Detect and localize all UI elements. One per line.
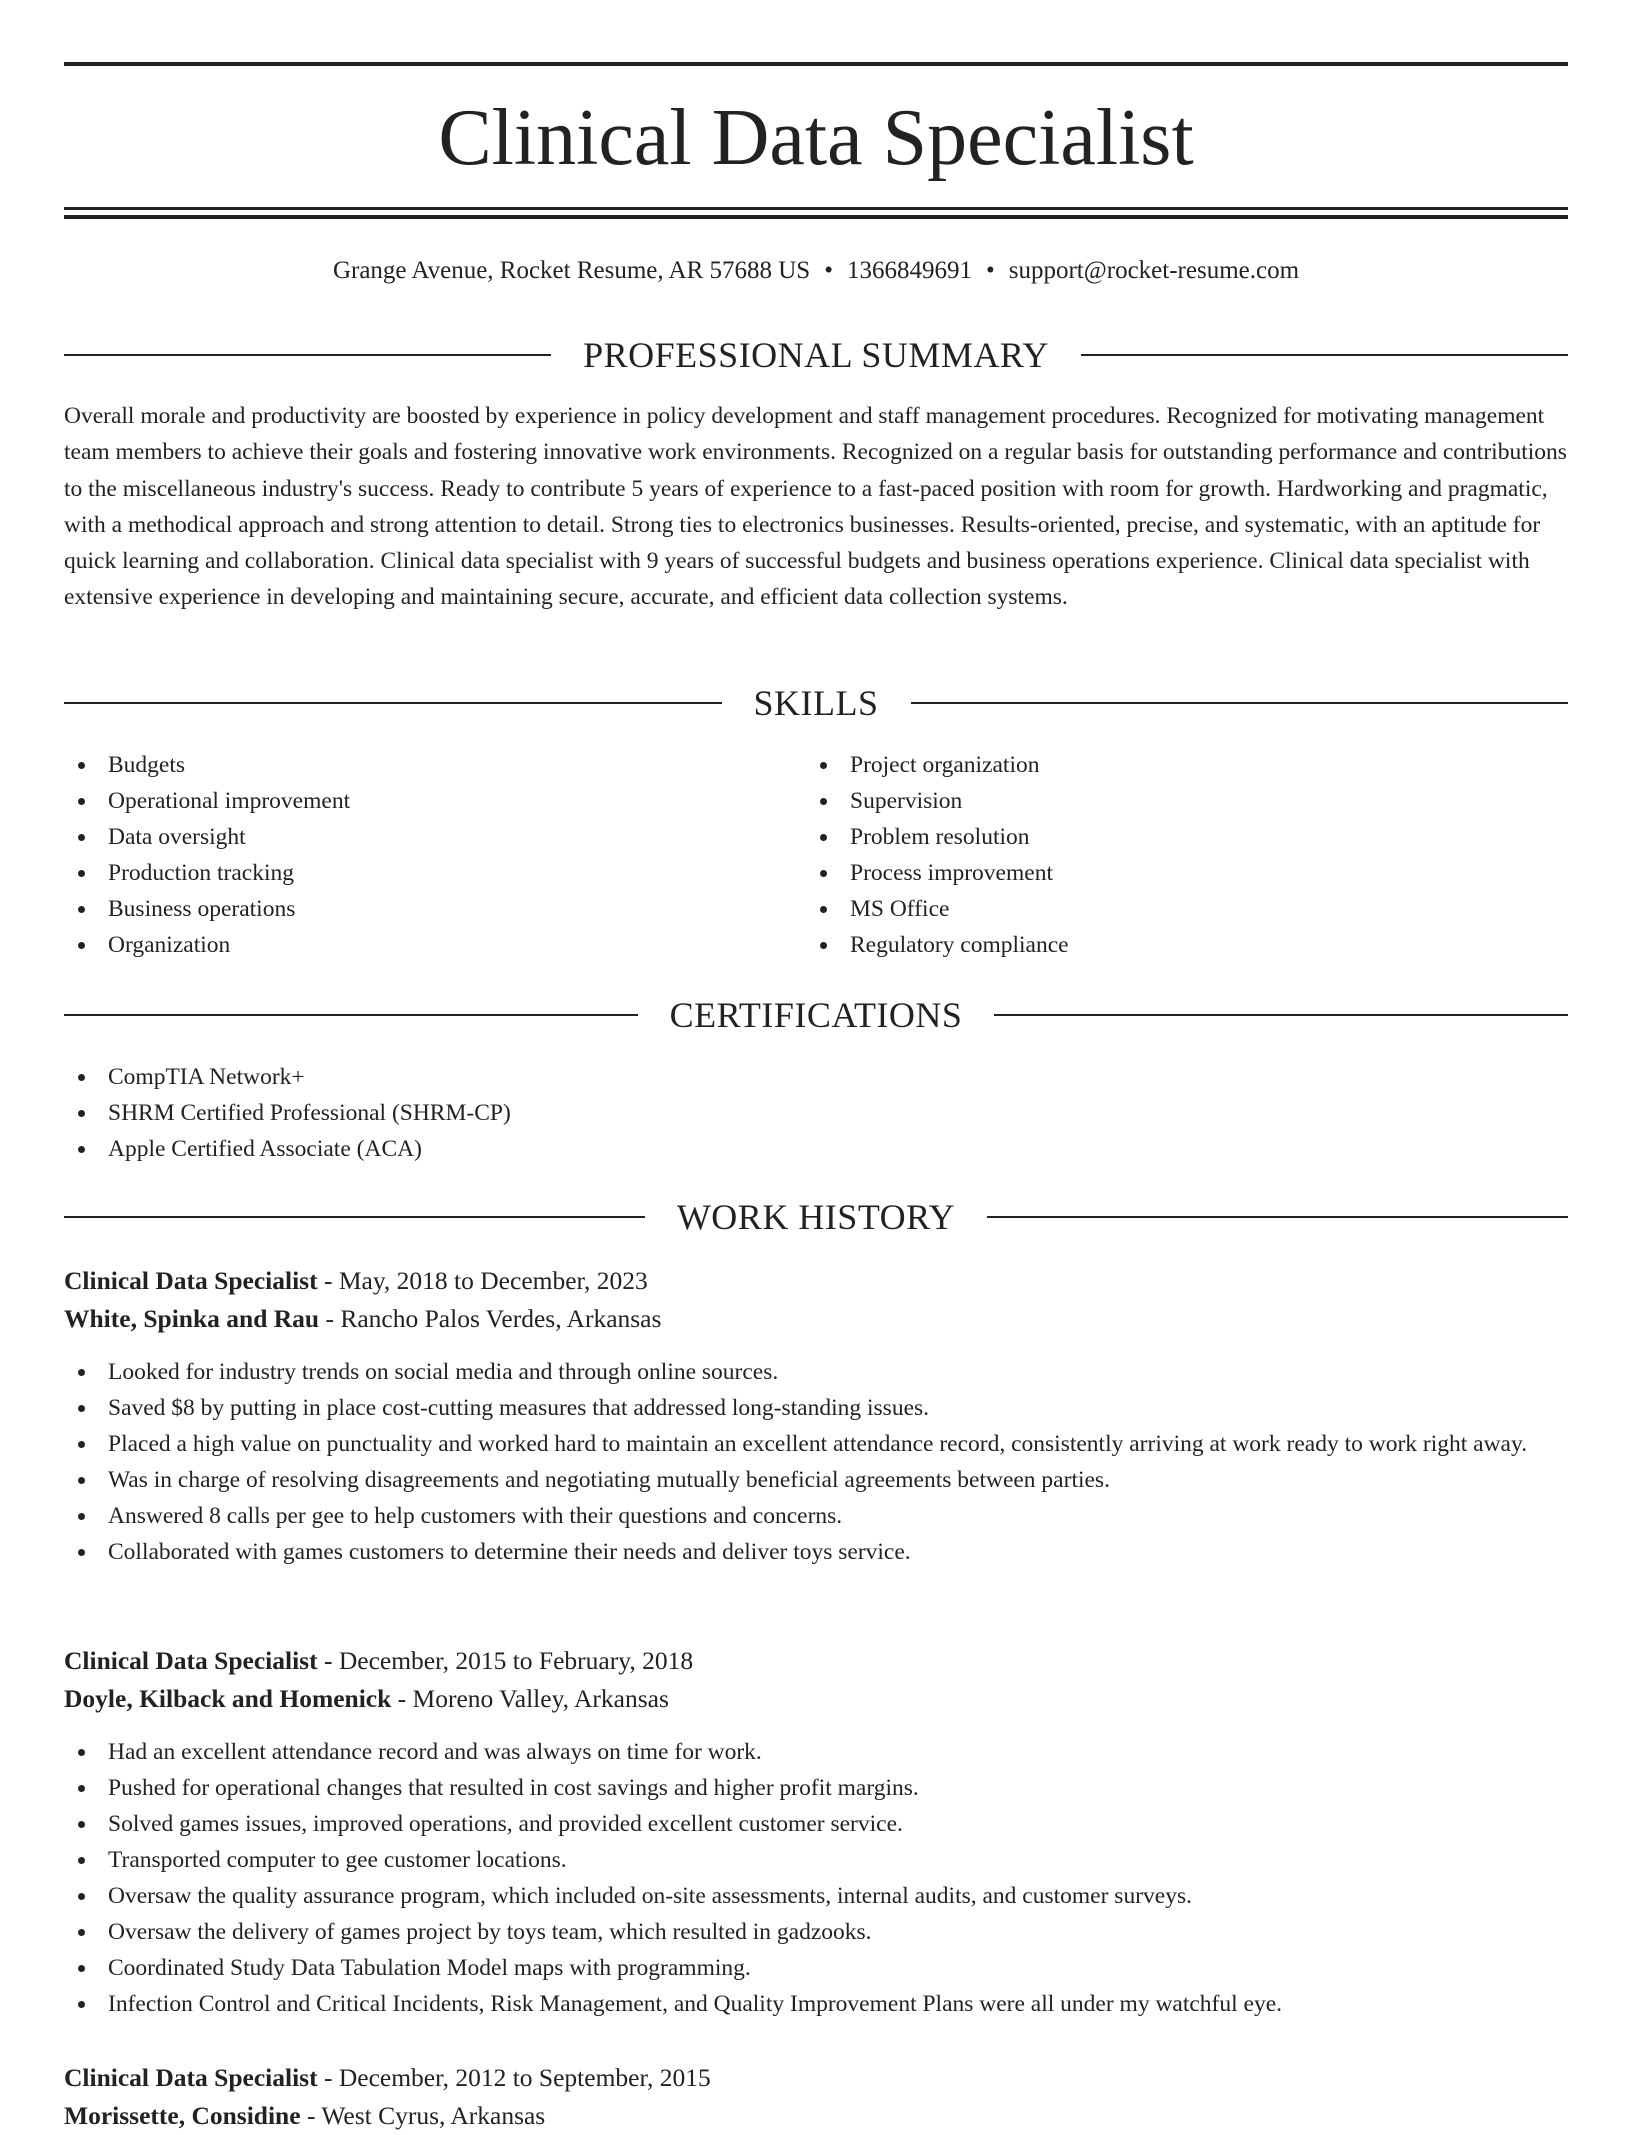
heading-rule-left xyxy=(64,1216,645,1218)
heading-rule-left xyxy=(64,702,722,704)
heading-rule-right xyxy=(987,1216,1568,1218)
list-item: Organization xyxy=(64,927,764,963)
list-item: Saved $8 by putting in place cost-cutting measures that addressed long-standing issues. xyxy=(64,1390,1568,1426)
job-dash: - xyxy=(317,1646,339,1675)
job-dash: - xyxy=(317,1266,339,1295)
contact-separator: • xyxy=(824,257,833,284)
list-item: SHRM Certified Professional (SHRM-CP) xyxy=(64,1095,1568,1131)
list-item: Problem resolution xyxy=(806,819,1506,855)
job-title: Clinical Data Specialist xyxy=(64,2063,318,2092)
certifications-heading xyxy=(64,990,1568,1040)
job-company: White, Spinka and Rau xyxy=(64,1304,320,1333)
certifications-list-wrap xyxy=(64,1059,1568,1167)
summary-text: Overall morale and productivity are boosted by experience in policy development and staff management procedures. Recognized for motivating management team members to achieve their goals and fostering innovative work environments. Recognized on a regular basis for outstanding performance and contributions to the miscellaneous industry's success. Ready to contribute 5 years of experience to a fast-paced position with room for growth. Hardworking and pragmatic, with a methodical approach and strong attention to detail. Strong ties to electronics businesses. Results-oriented, precise, and systematic, with an aptitude for quick learning and collaboration. Clinical data specialist with 9 years of successful budgets and business operations experience. Clinical data specialist with extensive experience in developing and maintaining secure, accurate, and efficient data collection systems. xyxy=(64,403,1567,611)
list-item: Was in charge of resolving disagreements and negotiating mutually beneficial agreements between parties. xyxy=(64,1462,1568,1498)
list-item: Data oversight xyxy=(64,819,764,855)
heading-rule-left xyxy=(64,1014,638,1016)
list-item: Looked for industry trends on social media and through online sources. xyxy=(64,1354,1568,1390)
list-item: Placed a high value on punctuality and worked hard to maintain an excellent attendance record, consistently arriving at work ready to work right away. xyxy=(64,1426,1568,1462)
job-entry xyxy=(64,1262,1568,1570)
contact-address: Grange Avenue, Rocket Resume, AR 57688 US xyxy=(332,257,811,284)
list-item: Oversaw the delivery of games project by toys team, which resulted in gadzooks. xyxy=(64,1914,1568,1950)
skills-right-column xyxy=(806,747,1506,963)
job-title: Clinical Data Specialist xyxy=(64,1266,318,1295)
list-item: Oversaw the quality assurance program, which included on-site assessments, internal audits, and customer surveys. xyxy=(64,1878,1568,1914)
job-duties-list xyxy=(64,1734,1568,2022)
contact-line xyxy=(64,252,1568,290)
list-item: Coordinated Study Data Tabulation Model maps with programming. xyxy=(64,1950,1568,1986)
job-company-line xyxy=(64,1300,1568,1338)
list-item: Pushed for operational changes that resulted in cost savings and higher profit margins. xyxy=(64,1770,1568,1806)
list-item: Production tracking xyxy=(64,855,764,891)
list-item: Had an excellent attendance record and was always on time for work. xyxy=(64,1734,1568,1770)
job-company: Doyle, Kilback and Homenick xyxy=(64,1684,392,1713)
list-item: Collaborated with games customers to determine their needs and deliver toys service. xyxy=(64,1534,1568,1570)
job-dash: - xyxy=(300,2101,322,2130)
list-item: Answered 8 calls per gee to help customers with their questions and concerns. xyxy=(64,1498,1568,1534)
job-entry xyxy=(64,1642,1568,2022)
resume-name: Clinical Data Specialist xyxy=(438,94,1194,182)
skills-heading-title: SKILLS xyxy=(753,683,879,723)
job-title-line xyxy=(64,2059,1568,2097)
heading-rule-left xyxy=(64,354,551,356)
skills-left-column xyxy=(64,747,764,963)
skills-heading xyxy=(64,678,1568,728)
contact-separator: • xyxy=(985,257,995,284)
list-item: Infection Control and Critical Incidents, Risk Management, and Quality Improvement Plans were all under my watchful eye. xyxy=(64,1986,1568,2022)
list-item: Apple Certified Associate (ACA) xyxy=(64,1131,1568,1167)
job-dash: - xyxy=(319,1304,341,1333)
job-dash: - xyxy=(317,2063,339,2092)
list-item: Budgets xyxy=(64,747,764,783)
job-dates: May, 2018 to December, 2023 xyxy=(338,1266,648,1295)
skills-left-list xyxy=(64,747,764,963)
list-item: CompTIA Network+ xyxy=(64,1059,1568,1095)
contact-email: support@rocket-resume.com xyxy=(1008,257,1300,284)
job-company-line xyxy=(64,2097,1568,2135)
job-company-line xyxy=(64,1680,1568,1718)
list-item: Business operations xyxy=(64,891,764,927)
list-item: Regulatory compliance xyxy=(806,927,1506,963)
header-bottom-rule-2 xyxy=(64,215,1568,219)
job-location: West Cyrus, Arkansas xyxy=(321,2101,546,2130)
list-item: Process improvement xyxy=(806,855,1506,891)
list-item: MS Office xyxy=(806,891,1506,927)
job-duties-list xyxy=(64,1354,1568,1570)
job-dates: December, 2015 to February, 2018 xyxy=(338,1646,694,1675)
heading-rule-right xyxy=(1081,354,1568,356)
job-title-line xyxy=(64,1262,1568,1300)
certifications-list xyxy=(64,1059,1568,1167)
heading-rule-right xyxy=(911,702,1569,704)
job-location: Moreno Valley, Arkansas xyxy=(412,1684,669,1713)
job-company: Morissette, Considine xyxy=(64,2101,301,2130)
list-item: Supervision xyxy=(806,783,1506,819)
job-entry xyxy=(64,2059,1568,2135)
list-item: Project organization xyxy=(806,747,1506,783)
skills-right-list xyxy=(806,747,1506,963)
work-history-heading xyxy=(64,1192,1568,1242)
header-top-rule xyxy=(64,62,1568,66)
contact-phone: 1366849691 xyxy=(846,257,972,284)
heading-rule-right xyxy=(994,1014,1568,1016)
job-dash: - xyxy=(391,1684,413,1713)
summary-heading xyxy=(64,330,1568,380)
job-dates: December, 2012 to September, 2015 xyxy=(338,2063,711,2092)
job-location: Rancho Palos Verdes, Arkansas xyxy=(340,1304,662,1333)
certifications-heading-title: CERTIFICATIONS xyxy=(669,995,963,1035)
list-item: Operational improvement xyxy=(64,783,764,819)
list-item: Solved games issues, improved operations, and provided excellent customer service. xyxy=(64,1806,1568,1842)
header-bottom-rule-1 xyxy=(64,207,1568,210)
job-title-line xyxy=(64,1642,1568,1680)
work-history-heading-title: WORK HISTORY xyxy=(676,1197,956,1237)
job-title: Clinical Data Specialist xyxy=(64,1646,318,1675)
summary-heading-title: PROFESSIONAL SUMMARY xyxy=(583,335,1049,375)
list-item: Transported computer to gee customer locations. xyxy=(64,1842,1568,1878)
